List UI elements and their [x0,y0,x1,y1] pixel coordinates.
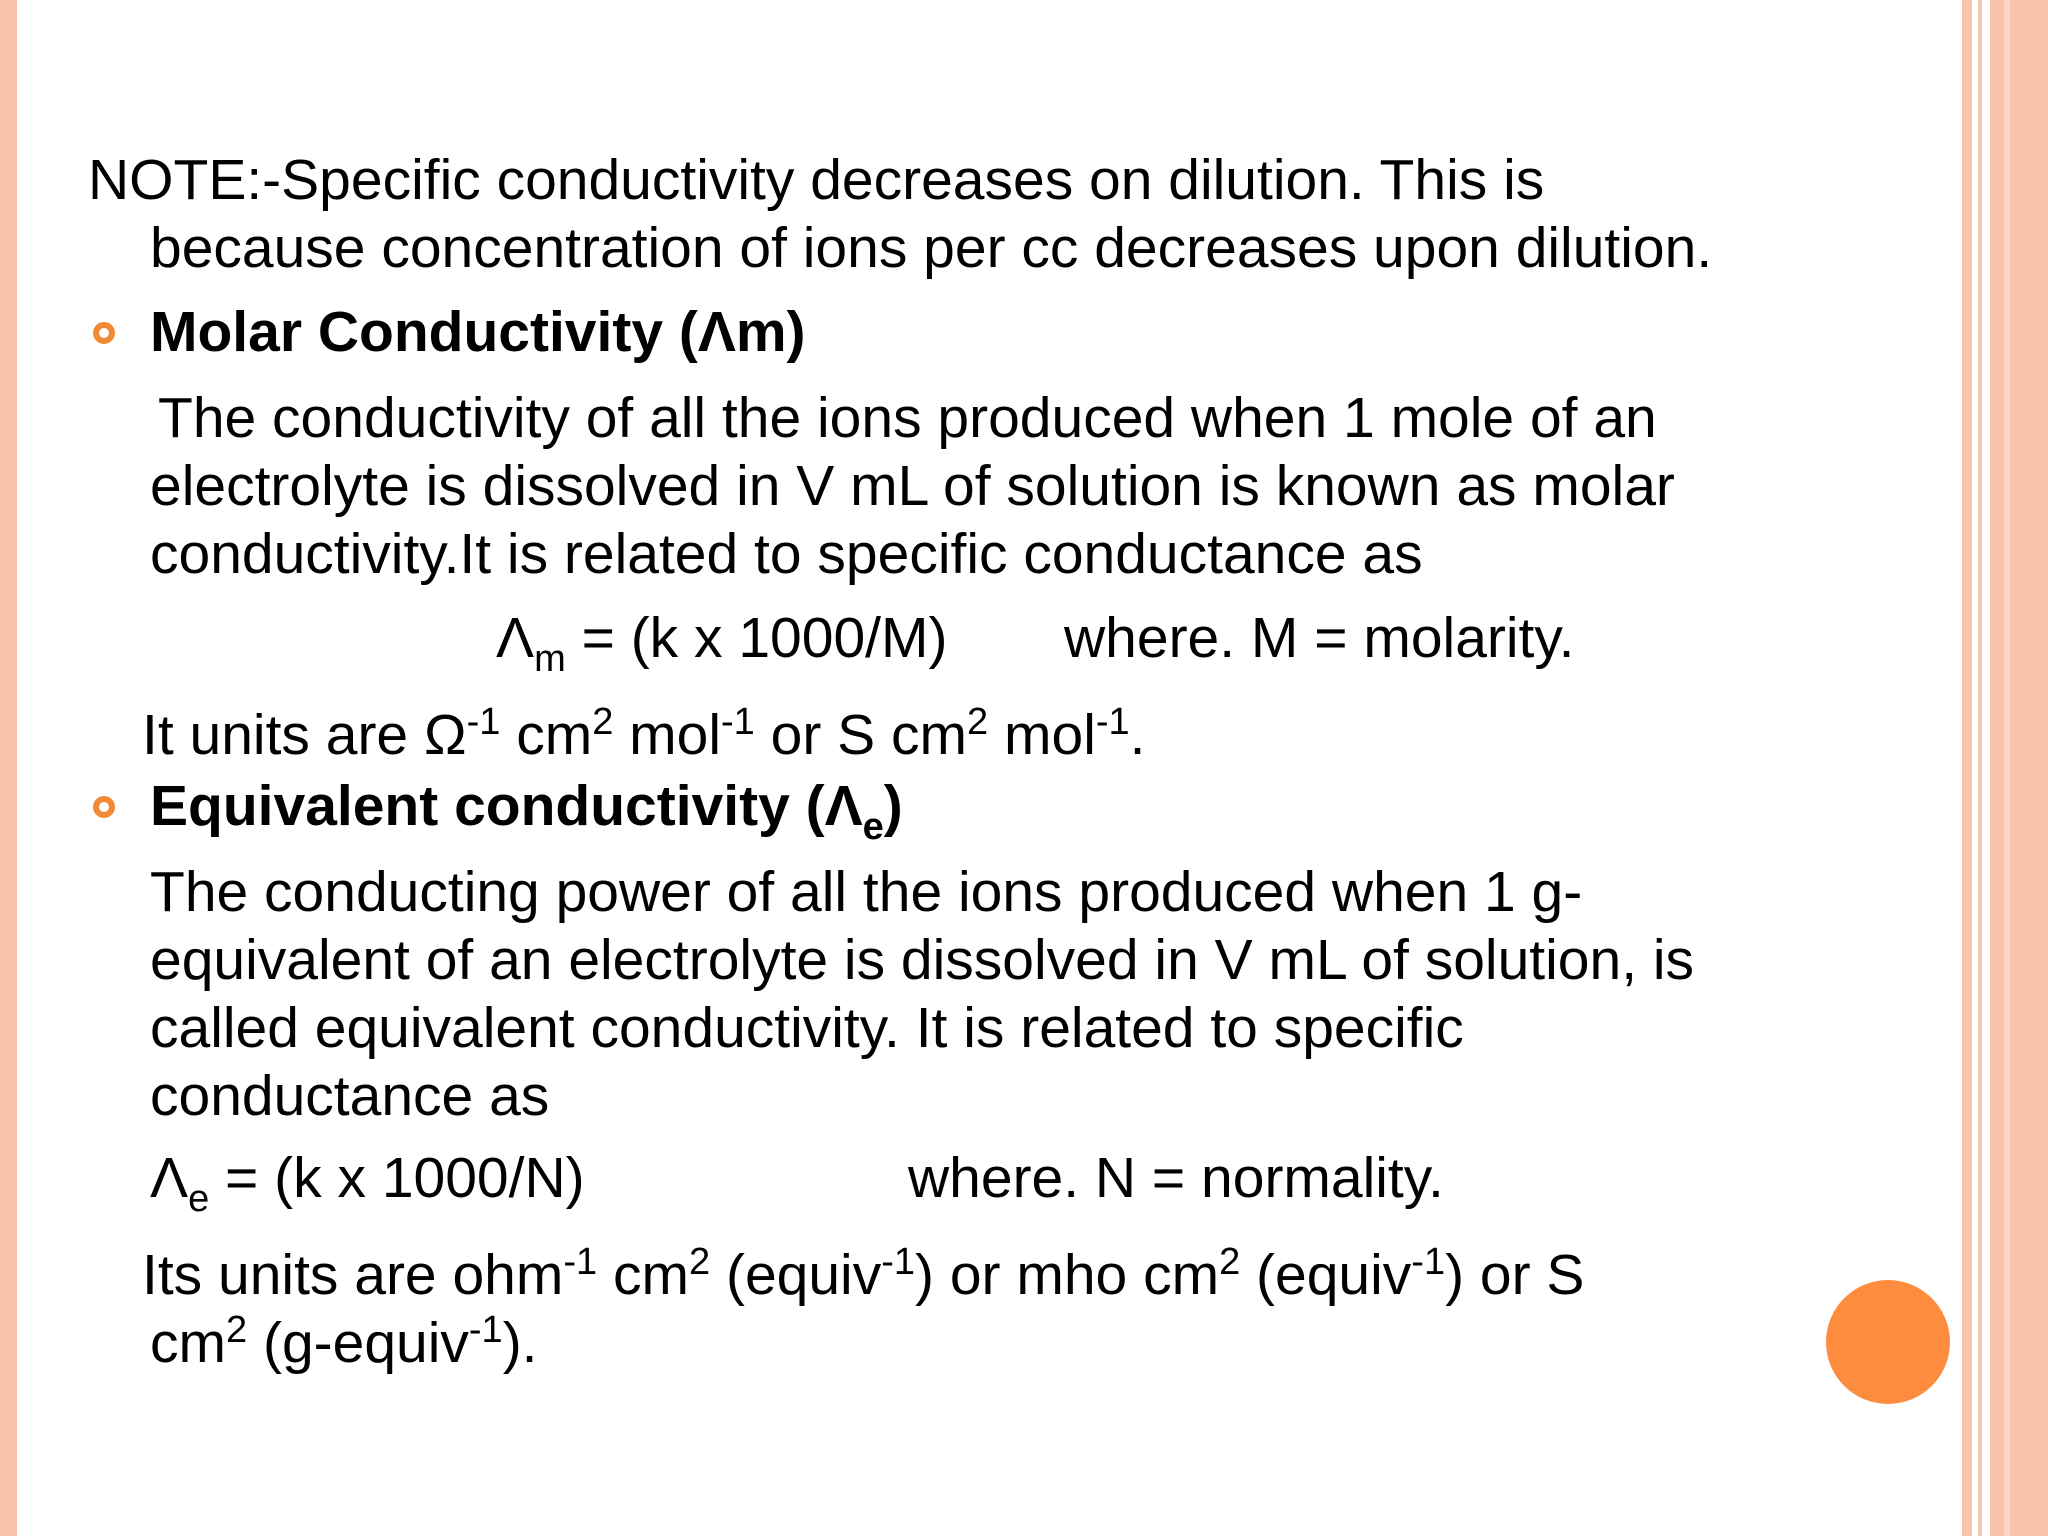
units-text: cm [597,1243,689,1307]
molar-formula [496,604,947,693]
molar-paragraph-line-1: The conductivity of all the ions produced when 1 mole of an [158,386,1657,450]
units-superscript: 2 [592,701,614,743]
units-superscript: -1 [1095,701,1130,743]
units-superscript: -1 [1411,1241,1446,1283]
molar-paragraph-line-2: electrolyte is dissolved in V mL of solution is known as molar [150,454,1675,518]
units-text: (equiv [1240,1243,1412,1307]
units-text: ) or S [1445,1243,1585,1307]
bullet-icon [93,322,115,344]
units-text: mol [988,703,1096,767]
units-text: . [1129,703,1146,767]
slide-border-right-edge [1990,0,2048,1536]
equivalent-formula-expression: = (k x 1000/N) [209,1146,585,1210]
units-superscript: -1 [721,701,755,743]
equivalent-heading-text: Equivalent conductivity (Λ [150,774,863,838]
molar-heading: Molar Conductivity (Λm) [150,300,806,364]
equivalent-formula [150,1144,585,1233]
units-text: mol [613,703,722,767]
units-text: or S cm [754,703,968,767]
units-superscript: 2 [1219,1241,1241,1283]
units-text: cm [150,1311,226,1375]
molar-paragraph-line-3: conductivity.It is related to specific conductance as [150,522,1423,586]
units-superscript: 2 [967,701,989,743]
equivalent-formula-subscript: e [188,1178,210,1220]
equivalent-heading-close: ) [883,774,903,838]
molar-formula-symbol: Λ [496,606,535,670]
molar-units [142,688,1146,769]
units-superscript: -1 [466,701,501,743]
units-text: ). [502,1311,538,1375]
units-superscript: -1 [881,1241,916,1283]
equivalent-heading [150,772,903,861]
units-superscript: -1 [563,1241,598,1283]
units-text: (g-equiv [247,1311,469,1375]
note-line-2: because concentration of ions per cc decreases upon dilution. [150,216,1713,280]
equivalent-formula-where: where. N = normality. [908,1146,1444,1210]
units-text: ) or mho cm [915,1243,1220,1307]
molar-formula-expression: = (k x 1000/M) [565,606,948,670]
equivalent-units-line-2 [150,1296,538,1377]
slide-border-right-thin [1978,0,1982,1536]
equivalent-paragraph-line-2: equivalent of an electrolyte is dissolved in V mL of solution, is [150,928,1695,992]
units-superscript: 2 [225,1309,248,1351]
equivalent-paragraph-line-1: The conducting power of all the ions produced when 1 g- [150,860,1583,924]
units-text: Its units are ohm [142,1243,564,1307]
equivalent-heading-subscript: e [862,806,884,848]
molar-formula-where: where. M = molarity. [1064,606,1575,670]
units-text: (equiv [710,1243,882,1307]
units-superscript: 2 [688,1241,711,1283]
units-text: cm [500,703,593,767]
bullet-icon [93,796,115,818]
slide-border-right-line [2004,0,2010,1536]
units-superscript: -1 [468,1309,503,1351]
note-line-1: NOTE:-Specific conductivity decreases on dilution. This is [88,148,1545,212]
equivalent-paragraph-line-4: conductance as [150,1064,550,1128]
molar-formula-subscript: m [534,638,566,680]
slide-border-right [1962,0,1972,1536]
equivalent-paragraph-line-3: called equivalent conductivity. It is related to specific [150,996,1464,1060]
units-text: It units are Ω [142,703,467,767]
equivalent-formula-symbol: Λ [150,1146,189,1210]
